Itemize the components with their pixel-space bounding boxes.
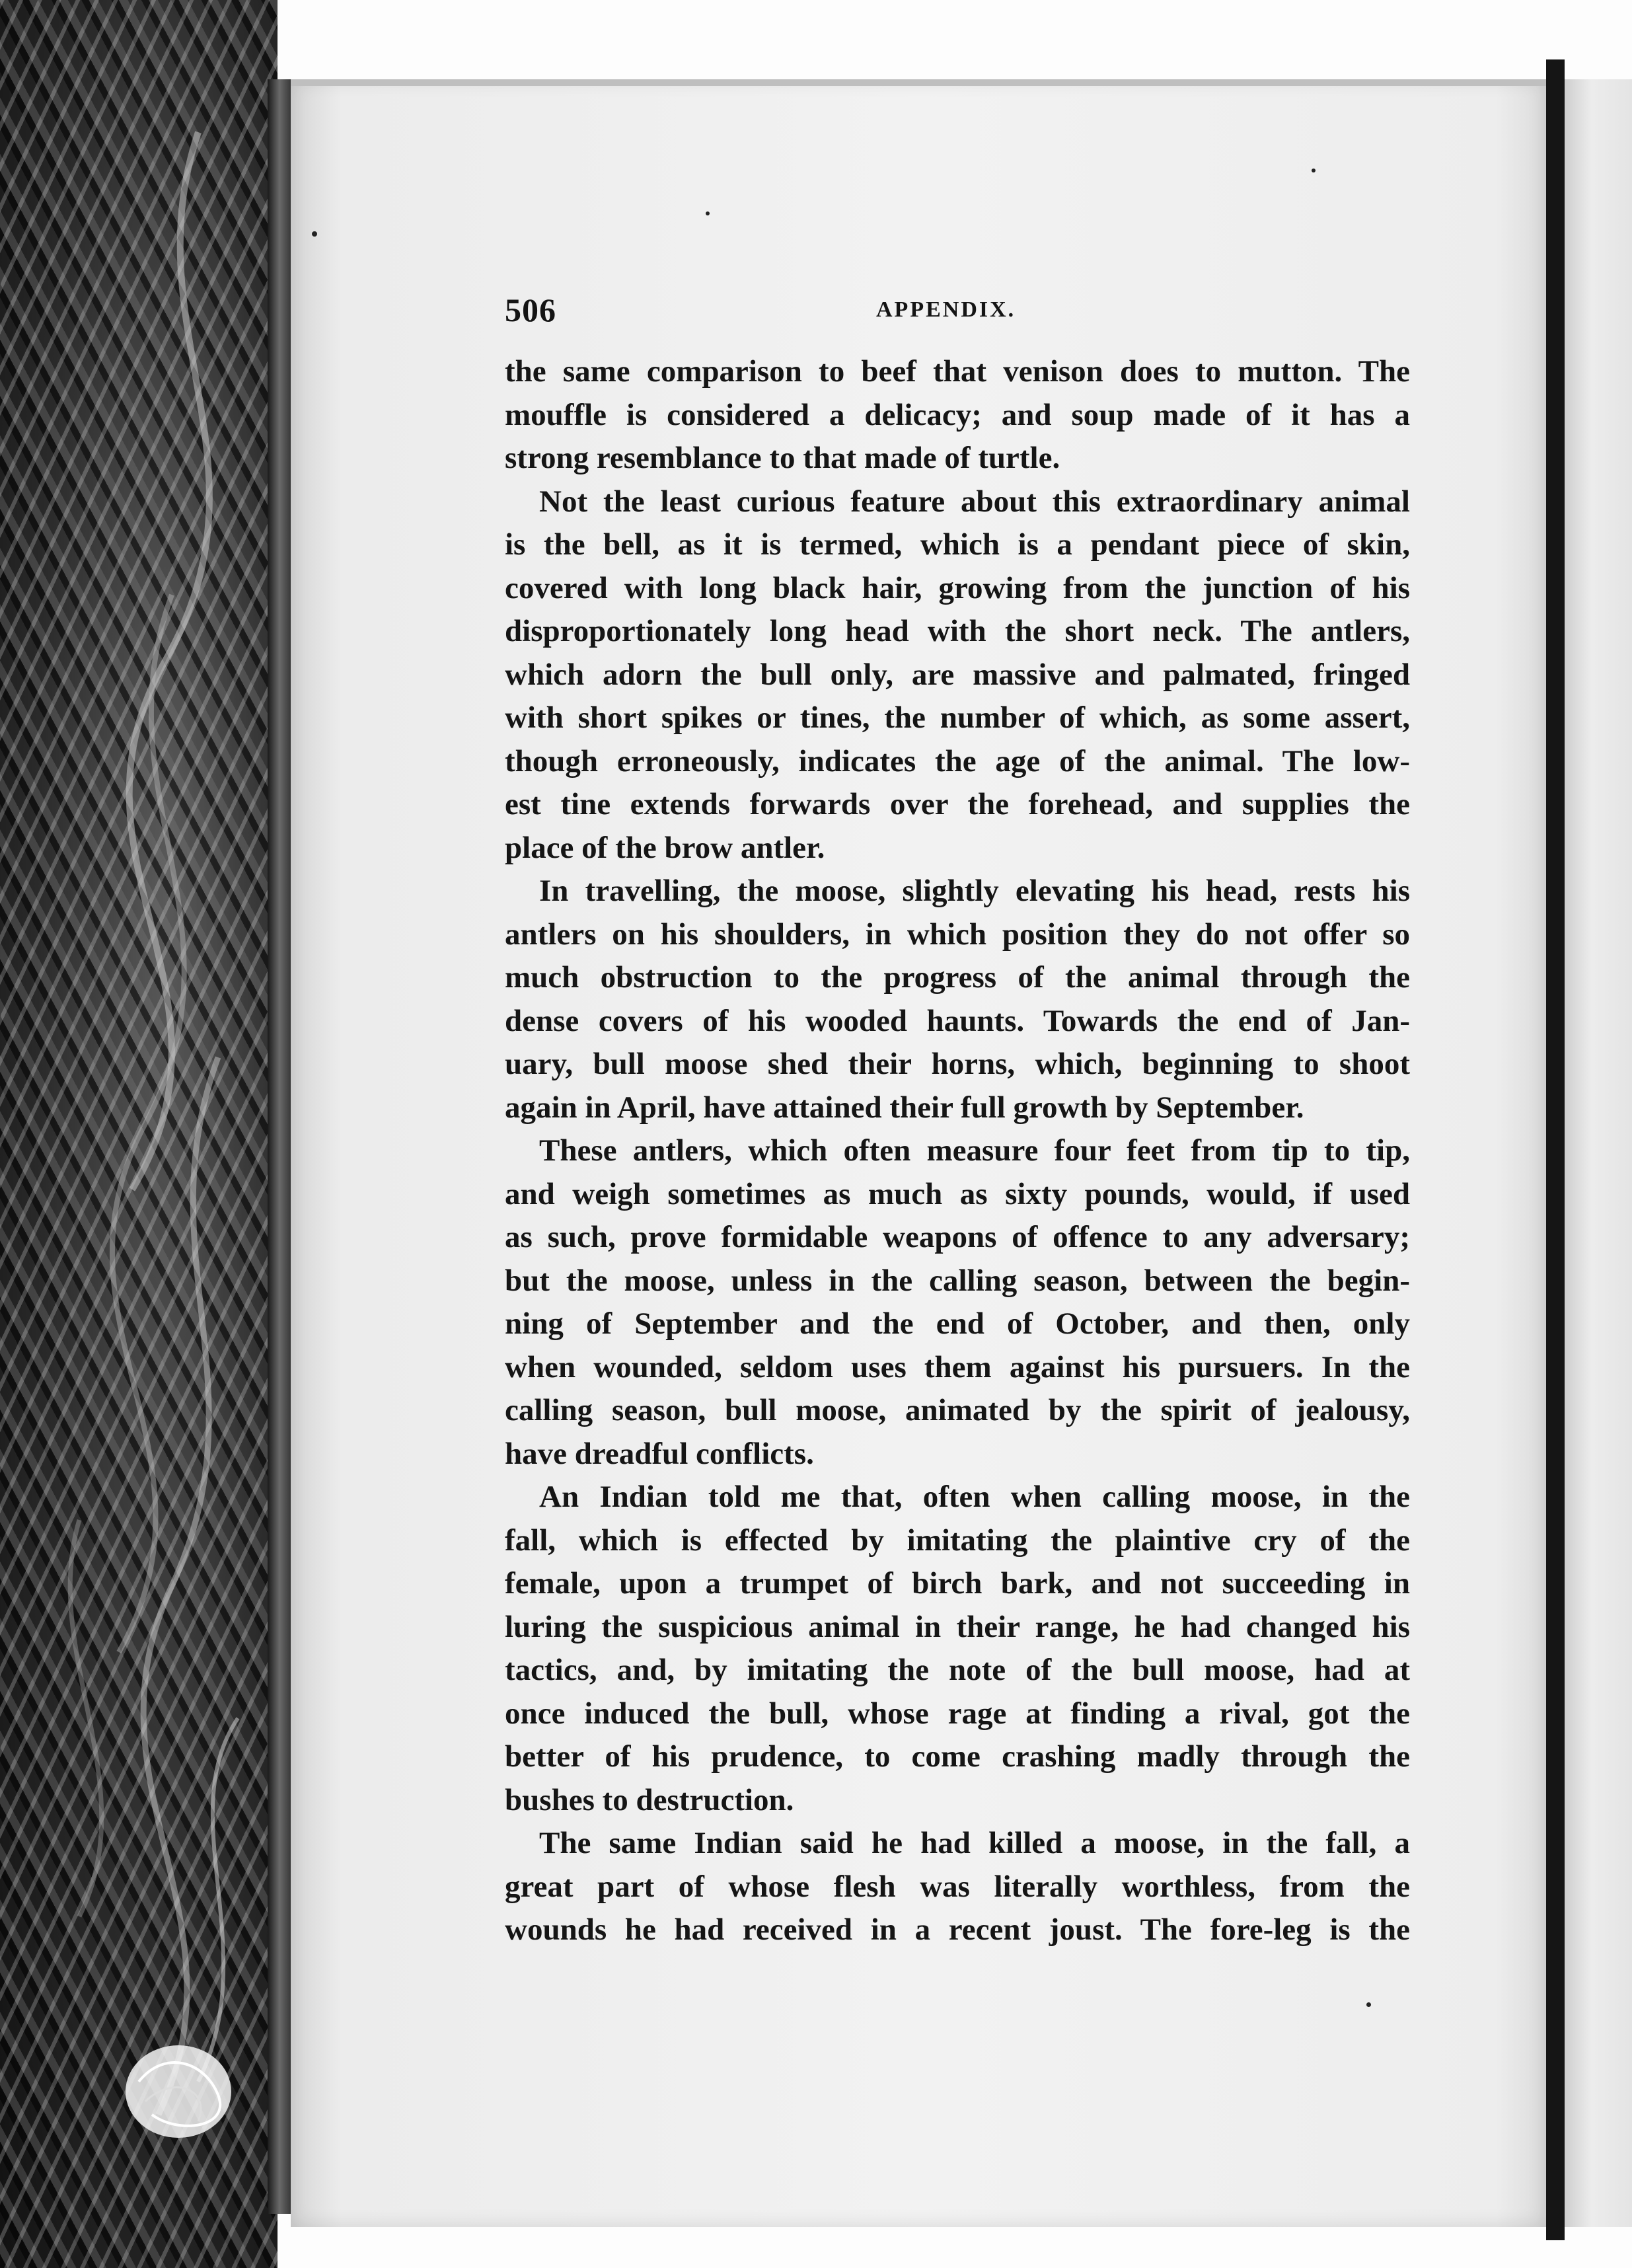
text-line: have dreadful conflicts.: [505, 1436, 814, 1471]
paper-fiber-mark: [99, 2022, 258, 2161]
text-line: disproportionately long head with the short neck. The antlers,: [505, 614, 1410, 648]
running-head: APPENDIX.: [876, 297, 1016, 322]
text-line: mouffle is considered a delicacy; and soup made of it has a: [505, 397, 1410, 432]
text-line: These antlers, which often measure four feet from tip to tip,: [539, 1133, 1410, 1168]
text-line: much obstruction to the progress of the animal through the: [505, 960, 1410, 995]
text-line: luring the suspicious animal in their range, he had changed his: [505, 1609, 1410, 1644]
book-spine-edge: [268, 79, 294, 2214]
text-line: calling season, bull moose, animated by the spirit of jealousy,: [505, 1393, 1410, 1427]
text-line: female, upon a trumpet of birch bark, and not succeeding in: [505, 1566, 1410, 1601]
text-line: strong resemblance to that made of turtle.: [505, 441, 1060, 475]
marbled-book-edge: [0, 0, 278, 2268]
text-line: uary, bull moose shed their horns, which, beginning to shoot: [505, 1047, 1410, 1081]
page-top-edge: [291, 79, 1546, 86]
page-number: 506: [505, 291, 556, 328]
text-line: as such, prove formidable weapons of offence to any adversary;: [505, 1220, 1410, 1254]
text-line: antlers on his shoulders, in which position they do not offer so: [505, 917, 1410, 952]
text-line: tactics, and, by imitating the note of the bull moose, had at: [505, 1653, 1410, 1687]
text-line: better of his prudence, to come crashing madly through the: [505, 1739, 1410, 1774]
ink-speck: [1312, 169, 1316, 172]
page-gutter: [1546, 59, 1565, 2240]
text-line: est tine extends forwards over the forehead, and supplies the: [505, 787, 1410, 821]
text-line: when wounded, seldom uses them against his pursuers. In the: [505, 1349, 1410, 1384]
text-line: bushes to destruction.: [505, 1782, 794, 1817]
text-line: The same Indian said he had killed a moose, in the fall, a: [539, 1826, 1410, 1860]
text-line: An Indian told me that, often when calling moose, in the: [539, 1480, 1410, 1514]
text-line: the same comparison to beef that venison does to mutton. The: [505, 354, 1410, 389]
text-line: covered with long black hair, growing from the junction of his: [505, 570, 1410, 605]
text-line: but the moose, unless in the calling season, between the begin-: [505, 1263, 1410, 1298]
text-line: and weigh sometimes as much as sixty pounds, would, if used: [505, 1176, 1410, 1211]
ink-speck: [1366, 2002, 1371, 2007]
text-line: great part of whose flesh was literally worthless, from the: [505, 1869, 1410, 1904]
text-line: fall, which is effected by imitating the plaintive cry of the: [505, 1523, 1410, 1558]
text-line: place of the brow antler.: [505, 830, 825, 865]
text-line: dense covers of his wooded haunts. Towards the end of Jan-: [505, 1003, 1410, 1038]
text-line: wounds he had received in a recent joust. The fore-leg is the: [505, 1912, 1410, 1947]
body-text: [505, 350, 1410, 1952]
text-line: In travelling, the moose, slightly elevating his head, rests his: [539, 874, 1410, 908]
text-line: ning of September and the end of October, and then, only: [505, 1306, 1410, 1341]
ink-speck: [312, 231, 317, 237]
text-line: once induced the bull, whose rage at finding a rival, got the: [505, 1696, 1410, 1731]
text-line: again in April, have attained their full growth by September.: [505, 1090, 1304, 1125]
text-line: is the bell, as it is termed, which is a pendant piece of skin,: [505, 527, 1410, 562]
text-line: which adorn the bull only, are massive and palmated, fringed: [505, 657, 1410, 692]
next-page-edge: [1565, 79, 1632, 2227]
text-line: though erroneously, indicates the age of the animal. The low-: [505, 743, 1410, 778]
marble-swirl-pattern: [0, 0, 278, 2268]
text-line: Not the least curious feature about this extraordinary animal: [539, 484, 1410, 519]
ink-speck: [706, 211, 710, 215]
text-line: with short spikes or tines, the number of which, as some assert,: [505, 700, 1410, 735]
page-header: [505, 291, 1410, 330]
